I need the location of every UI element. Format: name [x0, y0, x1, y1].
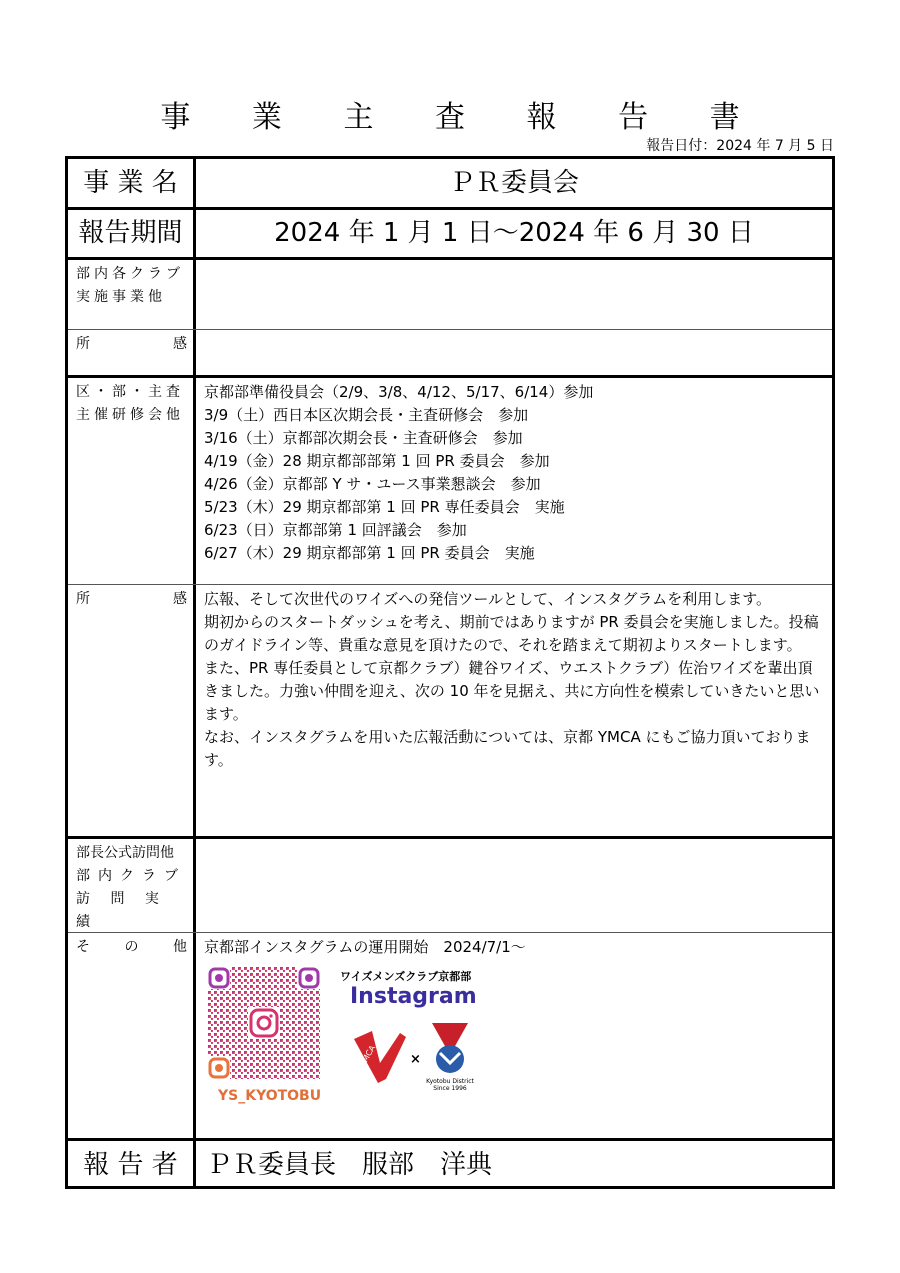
row-business-name	[68, 159, 832, 210]
visits-value	[196, 839, 832, 932]
report-date: 報告日付：2024 年 7 月 5 日	[646, 138, 834, 154]
label-impression-1: 所 感	[68, 330, 196, 375]
seminar-item: 6/23（日）京都部第 1 回評議会 参加	[204, 521, 467, 539]
instagram-launch-text: 京都部インスタグラムの運用開始 2024/7/1〜	[204, 938, 526, 956]
reporter-value: ＰＲ委員長 服部 洋典	[206, 1149, 493, 1180]
instagram-qr-code	[208, 967, 320, 1079]
seminar-item: 5/23（木）29 期京都部第 1 回 PR 専任委員会 実施	[204, 498, 565, 516]
row-impression-1	[68, 330, 832, 378]
row-other	[68, 933, 832, 1141]
seminar-item: 京都部準備役員会（2/9、3/8、4/12、5/17、6/14）参加	[204, 383, 594, 401]
impression-2-text	[196, 585, 832, 836]
label-other: そ の 他	[68, 933, 196, 1138]
paragraph: また、PR 専任委員として京都クラブ）鍵谷ワイズ、ウエストクラブ）佐治ワイズを輩出頂きました。力強い仲間を迎え、次の 10 年を見据え、共に方向性を模索していきたいと思います。	[204, 659, 820, 723]
row-period	[68, 210, 832, 260]
seminar-item: 3/9（土）西日本区次期会長・主査研修会 参加	[204, 406, 529, 424]
report-table	[65, 156, 835, 1189]
since-text: Since 1996	[433, 1085, 467, 1092]
ys-international-emblem-icon	[432, 1023, 468, 1073]
label-seminars: 区・部・主査 主催研修会他	[68, 378, 196, 584]
ymca-logo-text: YMCA	[357, 1043, 378, 1068]
club-events-value	[196, 260, 832, 329]
label-period: 報告期間	[68, 210, 196, 257]
label-business-name: 事 業 名	[68, 159, 196, 207]
times-mark: ×	[410, 1052, 421, 1067]
seminars-list	[196, 378, 832, 584]
period-value: 2024 年 1 月 1 日〜2024 年 6 月 30 日	[274, 218, 754, 248]
other-content	[196, 933, 832, 1138]
ymca-y-logos	[350, 1023, 490, 1133]
row-visits	[68, 839, 832, 933]
impression-1-value	[196, 330, 832, 375]
club-name: ワイズメンズクラブ京都部	[340, 970, 472, 983]
business-name-value: ＰＲ委員会	[448, 167, 579, 198]
label-club-events: 部内各クラブ 実施事業他	[68, 260, 196, 329]
seminar-item: 6/27（木）29 期京都部第 1 回 PR 委員会 実施	[204, 544, 535, 562]
qr-caption: YS_KYOTOBU	[218, 1088, 322, 1104]
label-visits: 部長公式訪問他 部内クラブ 訪 問 実 績	[68, 839, 196, 932]
document-title: 事 業 主 査 報 告 書	[160, 100, 766, 135]
kyotobu-district-text: Kyotobu District	[426, 1078, 474, 1085]
row-impression-2	[68, 585, 832, 839]
label-impression-2: 所 感	[68, 585, 196, 836]
seminar-item: 4/19（金）28 期京都部部第 1 回 PR 委員会 参加	[204, 452, 550, 470]
row-reporter	[68, 1141, 832, 1189]
instagram-wordmark: Instagram	[350, 984, 477, 1009]
label-reporter: 報 告 者	[68, 1141, 196, 1189]
row-seminars	[68, 378, 832, 585]
paragraph: 広報、そして次世代のワイズへの発信ツールとして、インスタグラムを利用します。	[204, 590, 772, 608]
seminar-item: 3/16（土）京都部次期会長・主査研修会 参加	[204, 429, 523, 447]
row-club-events	[68, 260, 832, 330]
paragraph: 期初からのスタートダッシュを考え、期前ではありますが PR 委員会を実施しました。投稿のガイドライン等、貴重な意見を頂けたので、それを踏まえて期初よりスタートします。	[204, 613, 819, 654]
instagram-promo	[204, 963, 824, 1113]
paragraph: なお、インスタグラムを用いた広報活動については、京都 YMCA にもご協力頂いております。	[204, 728, 811, 769]
seminar-item: 4/26（金）京都部 Y サ・ユース事業懇談会 参加	[204, 475, 541, 493]
